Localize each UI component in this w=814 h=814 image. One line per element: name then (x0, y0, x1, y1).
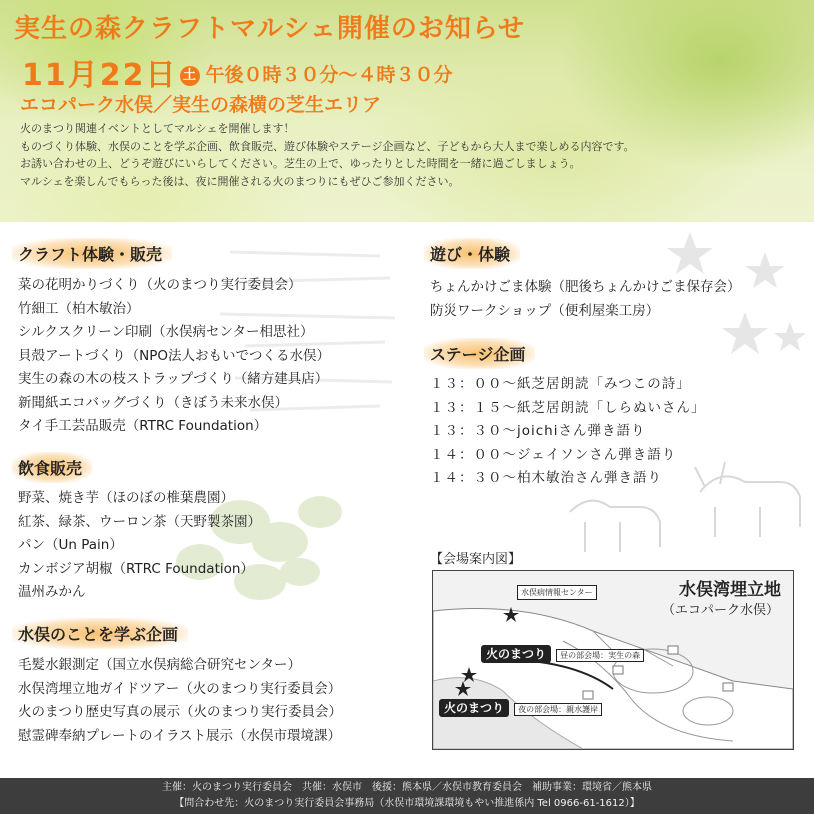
map-subtitle: （エコパーク水俣） (661, 603, 779, 618)
list-item: シルクスクリーン印刷（水俣病センター相思社） (18, 324, 314, 340)
intro-line: 火のまつり関連イベントとしてマルシェを開催します！ (20, 122, 295, 135)
event-venue: エコパーク水俣／実生の森横の芝生エリア (20, 94, 382, 116)
list-item: カンボジア胡椒（RTRC Foundation） (18, 560, 254, 577)
list-item: 紅茶、緑茶、ウーロン茶（天野製茶園） (18, 513, 261, 530)
list-item: 水俣湾埋立地ガイドツアー（火のまつり実行委員会） (18, 680, 342, 697)
list-item: 毛髪水銀測定（国立水俣病総合研究センター） (18, 657, 301, 673)
craft-section (12, 238, 172, 269)
map-caption: 【会場案内図】 (430, 552, 522, 567)
stage-heading: ステージ企画 (424, 338, 535, 369)
list-item: 菜の花明かりづくり（火のまつり実行委員会） (18, 277, 302, 293)
footer (0, 778, 814, 814)
learn-section (12, 618, 188, 649)
venue-map (432, 570, 794, 750)
food-list (18, 487, 261, 605)
page-title: 実生の森クラフトマルシェ開催のお知らせ (14, 14, 526, 44)
learn-heading: 水俣のことを学ぶ企画 (12, 618, 188, 649)
schedule-item: １４：３０〜柏木敏治さん弾き語り (430, 470, 662, 486)
header-banner (0, 0, 814, 222)
list-item: パン（Un Pain） (18, 537, 123, 553)
list-item: 実生の森の木の枝ストラップづくり（緒方建具店） (18, 371, 329, 387)
fire-night-label: 火のまつり (439, 699, 509, 717)
list-item: 貝殻アートづくり（NPO法人おもいでつくる水俣） (18, 347, 330, 364)
list-item: タイ手工芸品販売（RTRC Foundation） (18, 418, 268, 434)
day-of-week-badge: 土 (180, 66, 200, 86)
stage-section (424, 338, 535, 369)
list-item: 防災ワークショップ（便利屋楽工房） (430, 302, 660, 319)
fire-day-sub: 昼の部会場：実生の森 (556, 649, 644, 662)
list-item: ちょんかけごま体験（肥後ちょんかけごま保存会） (430, 279, 741, 295)
footer-contact: 【問合わせ先：火のまつり実行委員会事務局（水俣市環境課環境もやい推進係内 Tel 0966-61-1612）】 (174, 798, 640, 809)
play-section (424, 238, 520, 269)
schedule-item: １３：１５〜紙芝居朗読「しらぬいさん」 (430, 399, 706, 416)
event-date (22, 50, 453, 94)
footer-sponsors: 主催：火のまつり実行委員会 共催：水俣市 後援：熊本県／水俣市教育委員会 補助事業：環境省／熊本県 (162, 782, 652, 793)
stage-list (430, 373, 706, 491)
list-item: 慰霊碑奉納プレートのイラスト展示（水俣市環境課） (18, 727, 342, 744)
info-center-label: 水俣病情報センター (517, 585, 597, 600)
date-text: 11月22日 (22, 58, 178, 93)
craft-heading: クラフト体験・販売 (12, 238, 172, 269)
food-heading: 飲食販売 (12, 452, 92, 483)
schedule-item: １３：３０〜joichiさん弾き語り (430, 423, 646, 439)
learn-list (18, 654, 342, 748)
fire-day-marker (481, 643, 644, 662)
intro-text (20, 120, 810, 190)
intro-line: ものづくり体験、水俣のことを学ぶ企画、飲食販売、遊び体験やステージ企画など、子どもから大人まで楽しめる内容です。 (20, 139, 635, 153)
fire-night-marker (439, 697, 602, 716)
schedule-item: １４：００〜ジェイソンさん弾き語り (430, 446, 677, 463)
list-item: 温州みかん (18, 584, 86, 600)
list-item: 新聞紙エコバッグづくり（きぼう未来水俣） (18, 394, 288, 411)
list-item: 野菜、焼き芋（ほのぼの椎葉農園） (18, 490, 234, 506)
intro-line: マルシェを楽しんでもらった後は、夜に開催される火のまつりにもぜひご参加ください。 (20, 174, 460, 188)
event-time: 午後０時３０分〜４時３０分 (205, 64, 453, 86)
list-item: 火のまつり歴史写真の展示（火のまつり実行委員会） (18, 704, 342, 720)
schedule-item: １３：００〜紙芝居朗読「みつこの詩」 (430, 376, 691, 392)
play-heading: 遊び・体験 (424, 238, 520, 269)
fire-day-label: 火のまつり (481, 645, 551, 663)
fire-night-sub: 夜の部会場：親水護岸 (514, 703, 602, 716)
list-item: 竹細工（柏木敏治） (18, 300, 140, 317)
food-section (12, 452, 92, 483)
craft-list (18, 274, 330, 439)
map-title: 水俣湾埋立地 (679, 580, 781, 600)
play-list (430, 276, 741, 323)
intro-line: お誘い合わせの上、どうぞ遊びにいらしてください。芝生の上で、ゆったりとした時間を一緒に過ごしましょう。 (20, 157, 581, 170)
